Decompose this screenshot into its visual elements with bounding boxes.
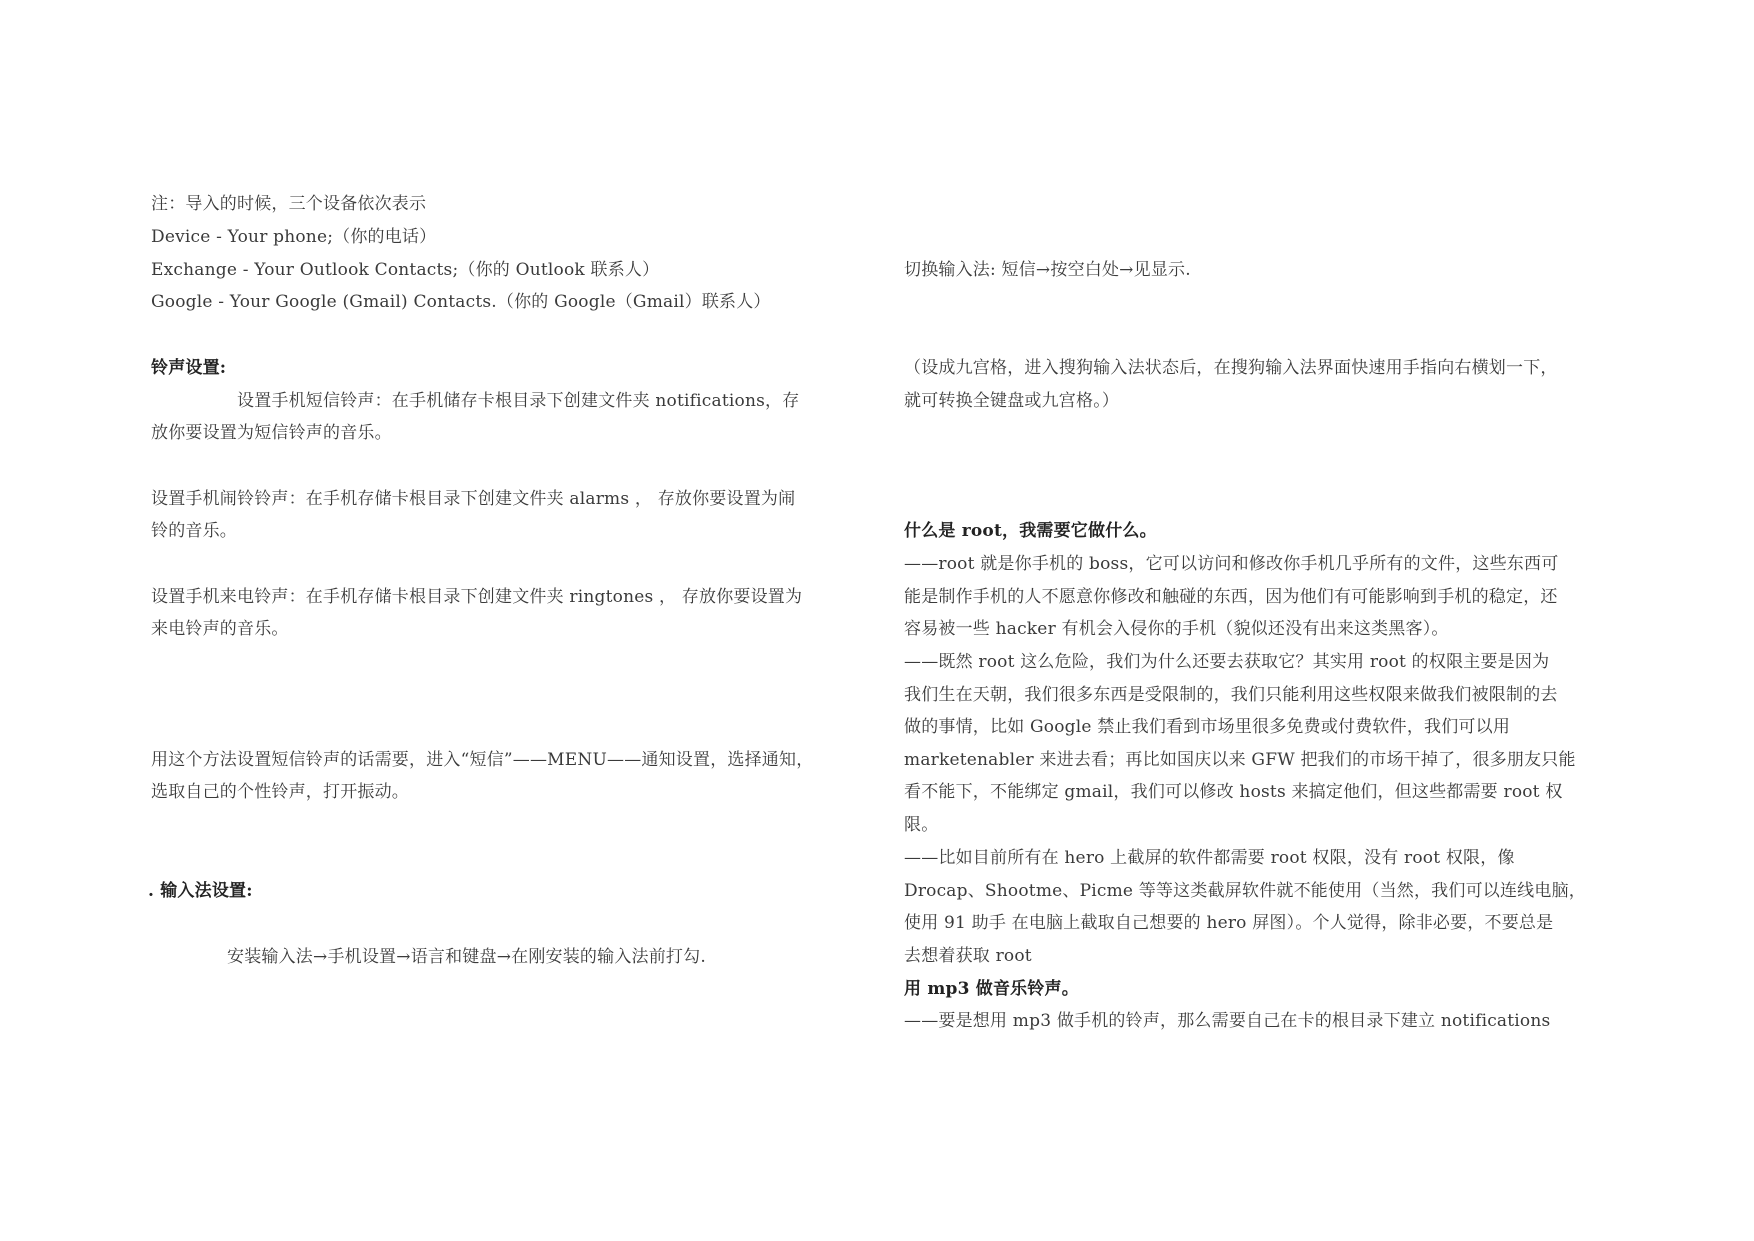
- root-line-1: ——root 就是你手机的 boss，它可以访问和修改你手机几乎所有的文件，这些东西可: [904, 554, 1559, 574]
- root-heading: 什么是 root，我需要它做什么。: [904, 521, 1157, 541]
- method-line-2: 选取自己的个性铃声，打开振动。: [151, 782, 409, 802]
- nine-grid-line-1: （设成九宫格，进入搜狗输入法状态后，在搜狗输入法界面快速用手指向右横划一下，: [904, 358, 1558, 378]
- note-line-2: Device - Your phone;（你的电话）: [151, 227, 437, 247]
- switch-input-line: 切换输入法: 短信→按空白处→见显示.: [904, 260, 1191, 280]
- root-line-12: 使用 91 助手 在电脑上截取自己想要的 hero 屏图）。个人觉得，除非必要，不要总是: [904, 913, 1554, 933]
- mp3-heading: 用 mp3 做音乐铃声。: [904, 979, 1079, 999]
- root-line-10: ——比如目前所有在 hero 上截屏的软件都需要 root 权限，没有 root 权限，像: [904, 848, 1515, 868]
- root-line-8: 看不能下，不能绑定 gmail，我们可以修改 hosts 来搞定他们，但这些都需要 root 权: [904, 782, 1563, 802]
- note-line-1: 注：导入的时候，三个设备依次表示: [151, 194, 427, 214]
- root-line-6: 做的事情，比如 Google 禁止我们看到市场里很多免费或付费软件，我们可以用: [904, 717, 1511, 737]
- root-line-7: marketenabler 来进去看；再比如国庆以来 GFW 把我们的市场干掉了，很多朋友只能: [904, 750, 1576, 770]
- mp3-line-1: ——要是想用 mp3 做手机的铃声，那么需要自己在卡的根目录下建立 notifications: [904, 1011, 1551, 1031]
- input-install-line: 安装输入法→手机设置→语言和键盘→在刚安装的输入法前打勾.: [227, 947, 706, 967]
- nine-grid-line-2: 就可转换全键盘或九宫格。）: [904, 391, 1120, 411]
- alarm-ringtone-line-1: 设置手机闹铃铃声：在手机存储卡根目录下创建文件夹 alarms ， 存放你要设置为闹: [151, 489, 796, 509]
- call-ringtone-line-2: 来电铃声的音乐。: [151, 619, 289, 639]
- root-line-5: 我们生在天朝，我们很多东西是受限制的，我们只能利用这些权限来做我们被限制的去: [904, 685, 1558, 705]
- note-line-4: Google - Your Google (Gmail) Contacts.（你的 Google（Gmail）联系人）: [151, 292, 771, 312]
- root-line-9: 限。: [904, 815, 939, 835]
- method-line-1: 用这个方法设置短信铃声的话需要，进入“短信”——MENU——通知设置，选择通知，: [151, 750, 814, 770]
- root-line-13: 去想着获取 root: [904, 946, 1032, 966]
- root-line-3: 容易被一些 hacker 有机会入侵你的手机（貌似还没有出来这类黑客）。: [904, 619, 1449, 639]
- sms-ringtone-line-2: 放你要设置为短信铃声的音乐。: [151, 423, 392, 443]
- input-method-heading: . 输入法设置:: [148, 881, 253, 901]
- note-line-3: Exchange - Your Outlook Contacts;（你的 Outlook 联系人）: [151, 260, 660, 280]
- call-ringtone-line-1: 设置手机来电铃声：在手机存储卡根目录下创建文件夹 ringtones ， 存放你要设置为: [151, 587, 803, 607]
- sms-ringtone-line-1: 设置手机短信铃声：在手机储存卡根目录下创建文件夹 notifications，存: [237, 391, 800, 411]
- root-line-2: 能是制作手机的人不愿意你修改和触碰的东西，因为他们有可能影响到手机的稳定，还: [904, 587, 1558, 607]
- ringtone-heading: 铃声设置:: [151, 358, 227, 378]
- root-line-4: ——既然 root 这么危险，我们为什么还要去获取它？其实用 root 的权限主要是因为: [904, 652, 1550, 672]
- root-line-11: Drocap、Shootme、Picme 等等这类截屏软件就不能使用（当然，我们可以连线电脑，: [904, 881, 1586, 901]
- alarm-ringtone-line-2: 铃的音乐。: [151, 521, 237, 541]
